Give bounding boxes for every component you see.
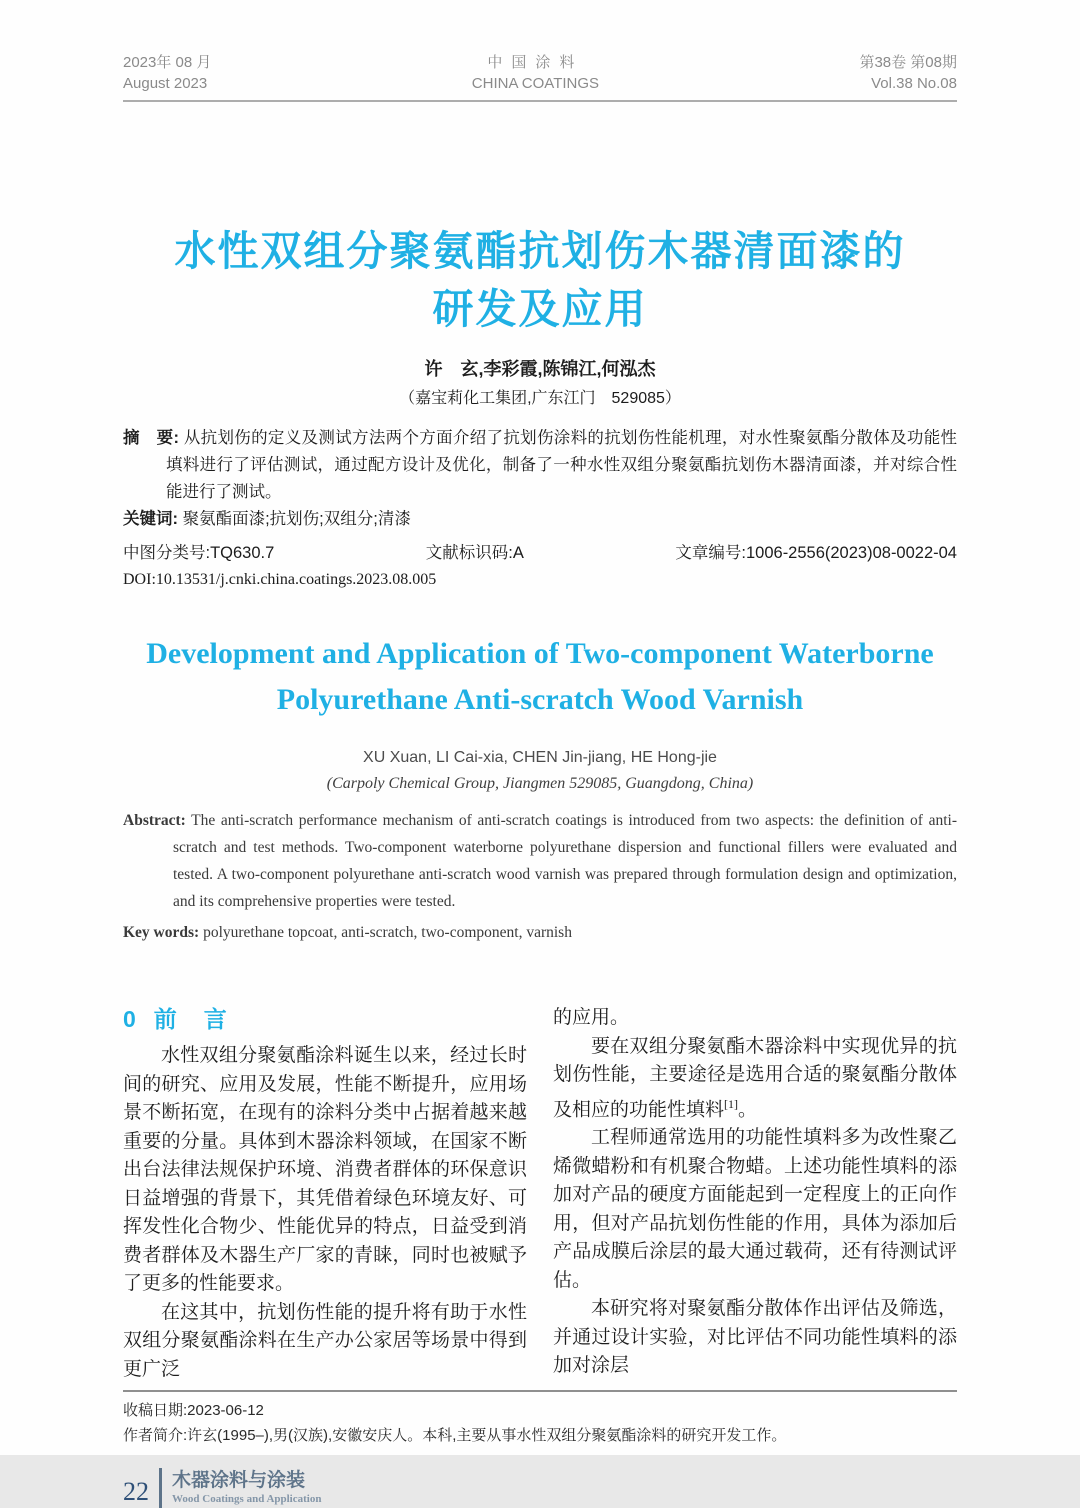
header-date-cn: 2023年 08 月 [123, 54, 212, 71]
header-issue [859, 52, 957, 94]
header-journal-name [472, 52, 599, 94]
footnote [123, 1390, 957, 1448]
affiliation-en: (Carpoly Chemical Group, Jiangmen 529085, Guangdong, China) [326, 775, 754, 792]
authors-en: XU Xuan, LI Cai-xia, CHEN Jin-jiang, HE Hong-jie [363, 749, 717, 766]
abstract-en-text: The anti-scratch performance mechanism of anti-scratch coatings is introduced from two aspects: the definition of anti-scratch and test methods. Two-component waterborne polyurethane dispersion and functional fillers were evaluated and tested. A two-component polyurethane anti-scratch wood varnish was prepared through formulation design and optimization, and its comprehensive properties were tested. [173, 812, 957, 910]
article-title-en [123, 631, 957, 723]
abstract-block-cn [123, 425, 957, 533]
header-date-en: August 2023 [123, 75, 208, 92]
footer-journal-section-en: Wood Coatings and Application [172, 1492, 322, 1505]
keywords-cn-label: 关键词: [123, 510, 178, 528]
body-paragraph: 工程师通常选用的功能性填料多为改性聚乙烯微蜡粉和有机聚合物蜡。上述功能性填料的添加对产品的硬度方面能起到一定程度上的正向作用，但对产品抗划伤性能的作用，具体为添加后产品成膜后涂层的最大通过载荷，还有待测试评估。 [553, 1127, 957, 1291]
article-title-cn-line2: 研发及应用 [432, 286, 648, 332]
header-issue-en: Vol.38 No.08 [871, 75, 957, 92]
header-issue-cn: 第38卷 第08期 [859, 54, 957, 71]
body-paragraph: 的应用。 [553, 1007, 630, 1028]
keywords-cn [123, 506, 957, 533]
document-code-label: 文献标识码: [425, 544, 513, 562]
received-date-label: 收稿日期: [123, 1402, 188, 1419]
section-heading-0 [123, 1004, 527, 1034]
page-number: 22 [123, 1477, 149, 1506]
body-paragraph [553, 1033, 957, 1125]
clc-value: TQ630.7 [210, 544, 275, 562]
abstract-en [123, 807, 957, 915]
doi: DOI:10.13531/j.cnki.china.coatings.2023.08.005 [123, 571, 437, 588]
article-id-value: 1006-2556(2023)08-0022-04 [745, 544, 957, 562]
journal-header [123, 52, 957, 102]
citation-ref: [1] [724, 1096, 739, 1111]
article-id [675, 541, 957, 565]
abstract-cn-label: 摘 要: [123, 429, 179, 447]
abstract-block-en [123, 807, 957, 946]
paragraph-text: 。 [738, 1098, 758, 1120]
body-paragraph: 水性双组分聚氨酯涂料诞生以来，经过长时间的研究、应用及发展，性能不断提升，应用场景不断拓宽，在现有的涂料分类中占据着越来越重要的分量。具体到木器涂料领域，在国家不断出台法律法规保护环境、消费者群体的环保意识日益增强的背景下，其凭借着绿色环境友好、可挥发性化合物少、性能优异的特点，日益受到消费者群体及木器生产厂家的青睐，同时也被赋予了更多的性能要求。 [123, 1045, 527, 1294]
keywords-en [123, 919, 957, 946]
section-number: 0 [123, 1006, 136, 1032]
abstract-cn [123, 425, 957, 506]
document-code [426, 541, 524, 565]
footer-journal-section-cn: 木器涂料与涂装 [172, 1469, 306, 1491]
keywords-cn-text: 聚氨酯面漆;抗划伤;双组分;清漆 [182, 510, 411, 528]
document-code-value: A [512, 544, 524, 562]
article-id-label: 文章编号: [675, 544, 746, 562]
body-column-right [553, 1004, 957, 1384]
footer-journal-section [172, 1470, 321, 1507]
body-column-left [123, 1004, 527, 1384]
author-bio-value: 许玄(1995–),男(汉族),安徽安庆人。本科,主要从事水性双组分聚氨酯涂料的研究开发工作。 [187, 1427, 787, 1444]
author-bio-label: 作者简介: [123, 1427, 188, 1444]
page-footer [123, 1468, 957, 1508]
affiliation-cn: （嘉宝莉化工集团,广东江门 529085） [399, 390, 681, 407]
article-meta-row [123, 541, 957, 565]
article-title-en-line1: Development and Application of Two-component Waterborne [146, 637, 934, 670]
article-title-en-line2: Polyurethane Anti-scratch Wood Varnish [276, 683, 804, 716]
body-paragraph: 本研究将对聚氨酯分散体作出评估及筛选，并通过设计实验，对比评估不同功能性填料的添加对涂层 [553, 1298, 957, 1377]
body-columns [123, 1004, 957, 1384]
received-date [123, 1398, 957, 1423]
abstract-cn-text: 从抗划伤的定义及测试方法两个方面介绍了抗划伤涂料的抗划伤性能机理，对水性聚氨酯分散体及功能性填料进行了评估测试，通过配方设计及优化，制备了一种水性双组分聚氨酯抗划伤木器清面漆，并对综合性能进行了测试。 [166, 429, 958, 501]
footer-divider [159, 1468, 162, 1508]
header-journal-name-en: CHINA COATINGS [471, 75, 600, 92]
clc-number [123, 541, 274, 565]
abstract-en-label: Abstract: [123, 812, 186, 829]
keywords-en-text: polyurethane topcoat, anti-scratch, two-component, varnish [203, 924, 572, 941]
header-journal-name-cn: 中国涂料 [487, 54, 584, 71]
authors-cn: 许 玄,李彩霞,陈锦江,何泓杰 [424, 359, 656, 379]
article-title-cn-line1: 水性双组分聚氨酯抗划伤木器清面漆的 [174, 228, 906, 274]
section-title: 前 言 [153, 1006, 229, 1032]
article-title-cn [123, 222, 957, 338]
received-date-value: 2023-06-12 [187, 1402, 264, 1419]
body-paragraph: 在这其中，抗划伤性能的提升将有助于水性双组分聚氨酯涂料在生产办公家居等场景中得到更广泛 [123, 1301, 527, 1380]
author-bio [123, 1423, 957, 1448]
keywords-en-label: Key words: [123, 924, 200, 941]
clc-label: 中图分类号: [123, 544, 211, 562]
header-date [123, 52, 211, 94]
paragraph-text: 要在双组分聚氨酯木器涂料中实现优异的抗划伤性能，主要途径是选用合适的聚氨酯分散体及相应的功能性填料 [553, 1035, 957, 1120]
